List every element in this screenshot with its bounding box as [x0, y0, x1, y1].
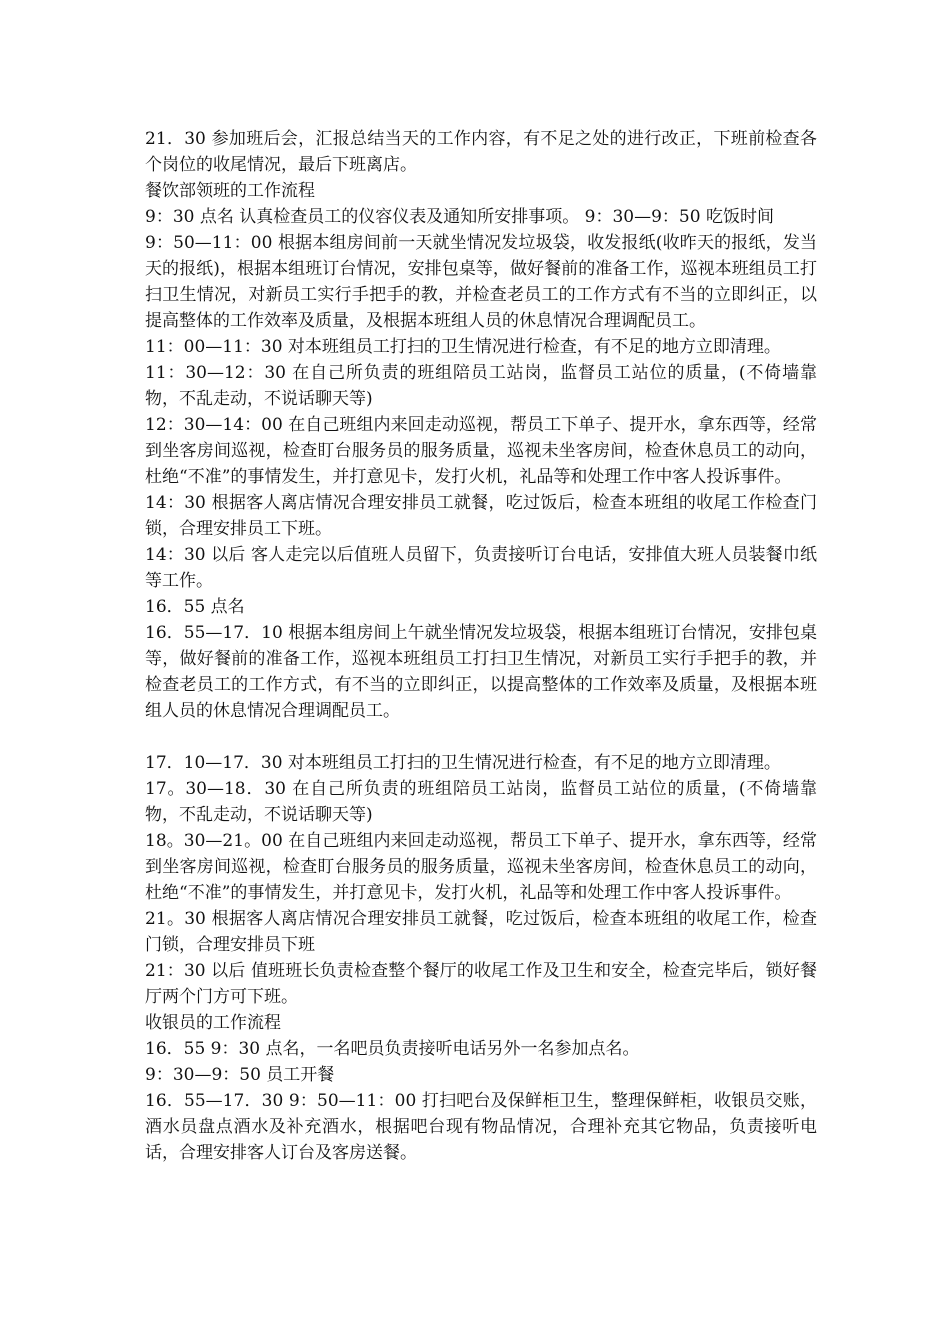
paragraph-after-2130: 21：30 以后 值班班长负责检查整个餐厅的收尾工作及卫生和安全，检查完毕后，锁好餐厅两个门方可下班。 — [145, 961, 817, 1007]
paragraph-briefing-summary: 21．30 参加班后会，汇报总结当天的工作内容，有不足之处的进行改正，下班前检查各个岗位的收尾情况，最后下班离店。 — [145, 129, 817, 175]
paragraph-roll-call-0930: 9：30 点名 认真检查员工的仪容仪表及通知所安排事项。 9：30—9：50 吃饭时间 — [145, 207, 774, 227]
paragraph-cashier-duties: 16．55—17．30 9：50—11：00 打扫吧台及保鲜柜卫生，整理保鲜柜，收银员交账，酒水员盘点酒水及补充酒水，根据吧台现有物品情况，合理补充其它物品，负责接听电话，合理安排客人订台及客房送餐。 — [145, 1091, 817, 1163]
paragraph-cashier-meal: 9：30—9：50 员工开餐 — [145, 1065, 335, 1085]
section-heading-foreman-workflow: 餐饮部领班的工作流程 — [145, 181, 315, 201]
section-heading-cashier-workflow: 收银员的工作流程 — [145, 1013, 281, 1033]
paragraph-1100-1130: 11：00—11：30 对本班组员工打扫的卫生情况进行检查，有不足的地方立即清理。 — [145, 337, 781, 357]
paragraph-1430: 14：30 根据客人离店情况合理安排员工就餐，吃过饭后，检查本班组的收尾工作检查门锁，合理安排员工下班。 — [145, 493, 817, 539]
paragraph-1130-1230: 11：30—12：30 在自己所负责的班组陪员工站岗，监督员工站位的质量，(不倚墙靠物，不乱走动，不说话聊天等) — [145, 363, 817, 409]
paragraph-2130: 21。30 根据客人离店情况合理安排员工就餐，吃过饭后，检查本班组的收尾工作，检查门锁，合理安排员下班 — [145, 909, 817, 955]
paragraph-after-1430: 14：30 以后 客人走完以后值班人员留下，负责接听订台电话，安排值大班人员装餐巾纸等工作。 — [145, 545, 817, 591]
paragraph-1830-2100: 18。30—21。00 在自己班组内来回走动巡视，帮员工下单子、提开水，拿东西等，经常到坐客房间巡视，检查盯台服务员的服务质量，巡视未坐客房间，检查休息员工的动向，杜绝“不准”的事情发生，并打意见卡，发打火机，礼品等和处理工作中客人投诉事件。 — [145, 831, 817, 903]
paragraph-1710-1730: 17．10—17．30 对本班组员工打扫的卫生情况进行检查，有不足的地方立即清理。 — [145, 753, 781, 773]
paragraph-roll-call-1655: 16．55 点名 — [145, 597, 245, 617]
paragraph-0950-1100: 9：50—11：00 根据本组房间前一天就坐情况发垃圾袋，收发报纸(收昨天的报纸，发当天的报纸)，根据本组班订台情况，安排包桌等，做好餐前的准备工作，巡视本班组员工打扫卫生情况，对新员工实行手把手的教，并检查老员工的工作方式有不当的立即纠正，以提高整体的工作效率及质量，及根据本班组人员的休息情况合理调配员工。 — [145, 233, 817, 331]
document-body — [145, 126, 817, 1166]
paragraph-1730-1830: 17。30—18．30 在自己所负责的班组陪员工站岗，监督员工站位的质量，(不倚墙靠物，不乱走动，不说话聊天等) — [145, 779, 817, 825]
paragraph-cashier-roll-call: 16．55 9：30 点名，一名吧员负责接听电话另外一名参加点名。 — [145, 1039, 640, 1059]
paragraph-1655-1710: 16．55—17．10 根据本组房间上午就坐情况发垃圾袋，根据本组班订台情况，安排包桌等，做好餐前的准备工作，巡视本班组员工打扫卫生情况，对新员工实行手把手的教，并检查老员工的工作方式，有不当的立即纠正，以提高整体的工作效率及质量，及根据本班组人员的休息情况合理调配员工。 — [145, 623, 817, 721]
paragraph-1230-1400: 12：30—14：00 在自己班组内来回走动巡视，帮员工下单子、提开水，拿东西等，经常到坐客房间巡视，检查盯台服务员的服务质量，巡视未坐客房间，检查休息员工的动向，杜绝“不准”的事情发生，并打意见卡，发打火机，礼品等和处理工作中客人投诉事件。 — [145, 415, 817, 487]
